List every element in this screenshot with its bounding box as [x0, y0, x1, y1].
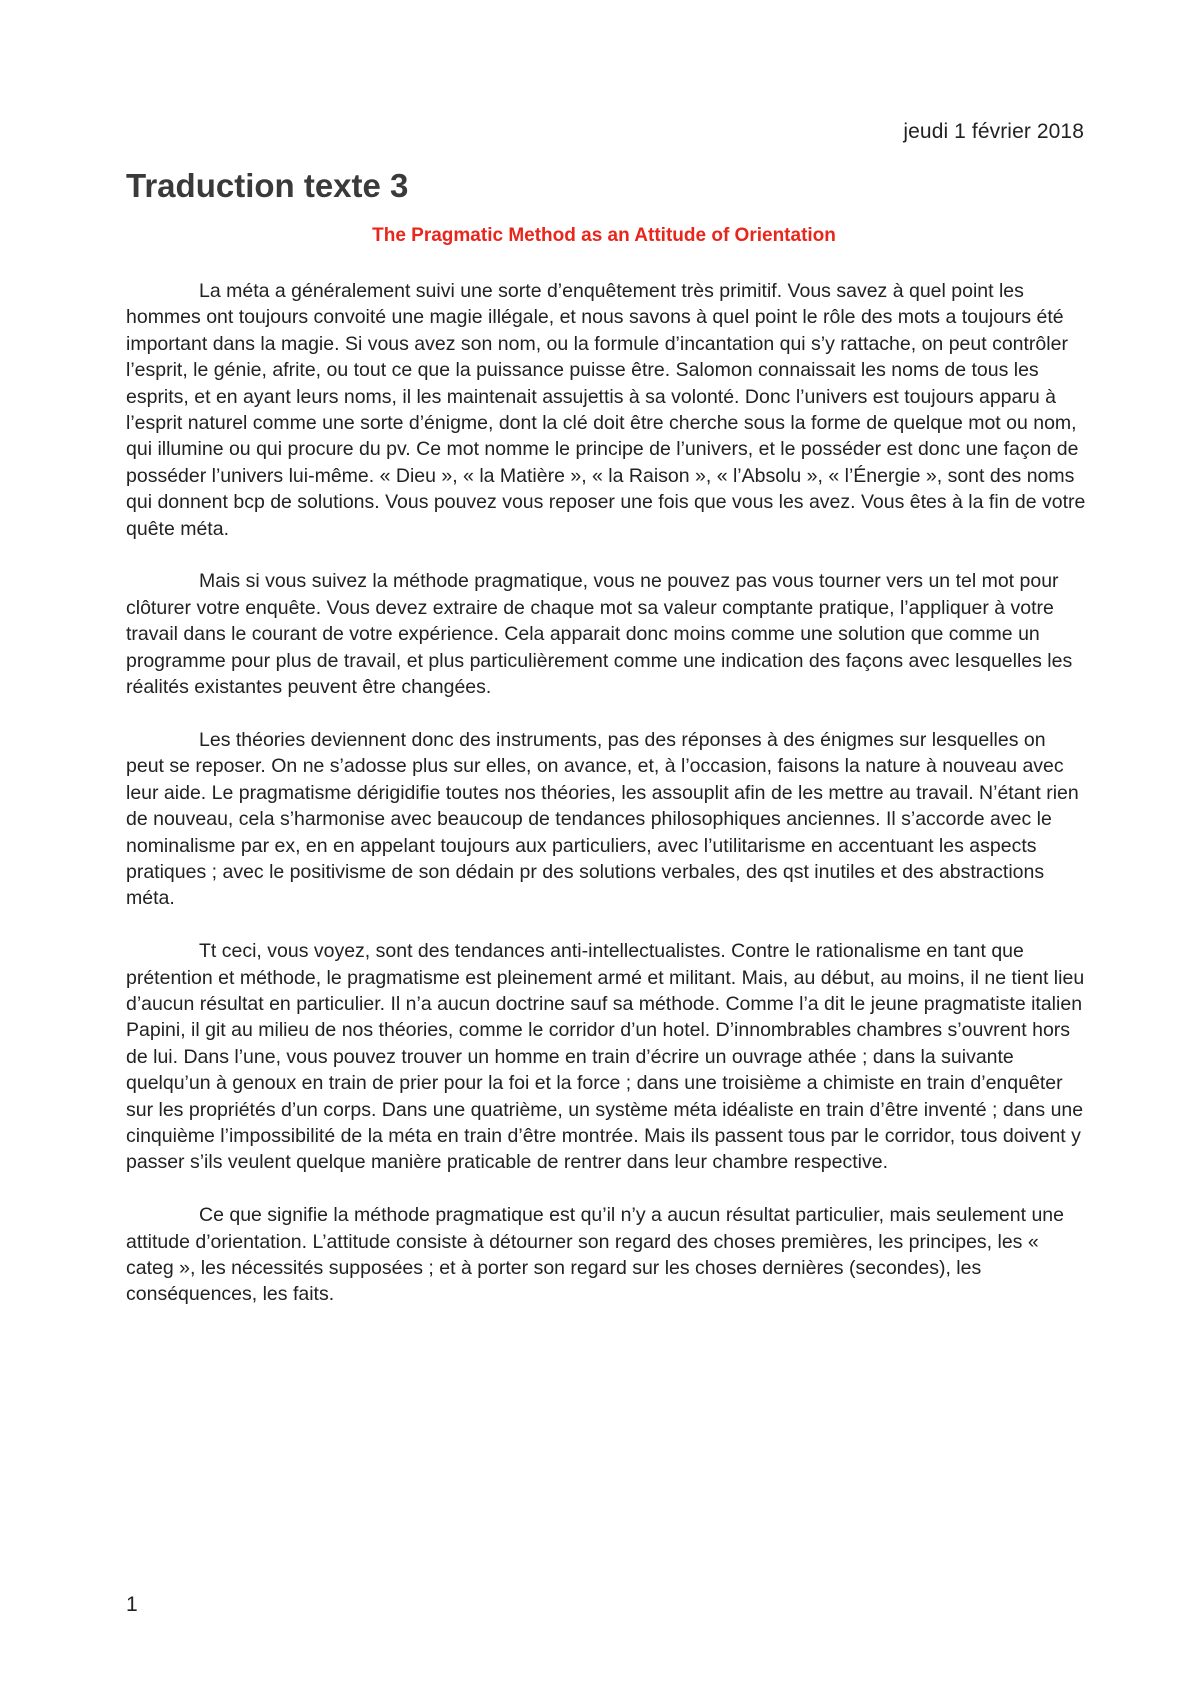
- document-date: jeudi 1 février 2018: [903, 120, 1084, 143]
- document-subtitle: The Pragmatic Method as an Attitude of Orientation: [372, 225, 836, 246]
- paragraph: Ce que signifie la méthode pragmatique est qu’il n’y a aucun résultat particulier, mais seulement une attitude d’orientation. L’attitude consiste à détourner son regard des choses premières, les principes, les « categ », les nécessités supposées ; et à porter son regard sur les choses dernières (secondes), les conséquences, les faits.: [126, 1204, 1064, 1306]
- page-number: 1: [126, 1593, 138, 1616]
- document-body: [126, 278, 1086, 1334]
- paragraph: Tt ceci, vous voyez, sont des tendances anti-intellectualistes. Contre le rationalisme en tant que prétention et méthode, le pragmatisme est pleinement armé et militant. Mais, au début, au moins, il ne tient lieu d’aucun résultat en particulier. Il n’a aucun doctrine sauf sa méthode. Comme l’a dit le jeune pragmatiste italien Papini, il git au milieu de nos théories, comme le corridor d’un hotel. D’innombrables chambres s’ouvrent hors de lui. Dans l’une, vous pouvez trouver un homme en train d’écrire un ouvrage athée ; dans la suivante quelqu’un à genoux en train de prier pour la foi et la force ; dans une troisième a chimiste en train d’enquêter sur les propriétés d’un corps. Dans une quatrième, un système méta idéaliste en train d’être inventé ; dans une cinquième l’impossibilité de la méta en train d’être montrée. Mais ils passent tous par le corridor, tous doivent y passer s’ils veulent quelque manière praticable de rentrer dans leur chambre respective.: [126, 940, 1085, 1174]
- paragraph: Les théories deviennent donc des instruments, pas des réponses à des énigmes sur lesquelles on peut se reposer. On ne s’adosse plus sur elles, on avance, et, à l’occasion, faisons la nature à nouveau avec leur aide. Le pragmatisme dérigidifie toutes nos théories, les assouplit afin de les mettre au travail. N’étant rien de nouveau, cela s’harmonise avec beaucoup de tendances philosophiques anciennes. Il s’accorde avec le nominalisme par ex, en en appelant toujours aux particuliers, avec l’utilitarisme en accentuant les aspects pratiques ; avec le positivisme de son dédain pr des solutions verbales, des qst inutiles et des abstractions méta.: [126, 728, 1079, 910]
- document-title: Traduction texte 3: [126, 167, 409, 204]
- paragraph: Mais si vous suivez la méthode pragmatique, vous ne pouvez pas vous tourner vers un tel mot pour clôturer votre enquête. Vous devez extraire de chaque mot sa valeur comptante pratique, l’appliquer à votre travail dans le courant de votre expérience. Cela apparait donc moins comme une solution que comme un programme pour plus de travail, et plus particulièrement comme une indication des façons avec lesquelles les réalités existantes peuvent être changées.: [126, 570, 1073, 699]
- paragraph: La méta a généralement suivi une sorte d’enquêtement très primitif. Vous savez à quel point les hommes ont toujours convoité une magie illégale, et nous savons à quel point le rôle des mots a toujours été important dans la magie. Si vous avez son nom, ou la formule d’incantation qui s’y rattache, on peut contrôler l’esprit, le génie, afrite, ou tout ce que la puissance puisse être. Salomon connaissait les noms de tous les esprits, et en ayant leurs noms, il les maintenait assujettis à sa volonté. Donc l’univers est toujours apparu à l’esprit naturel comme une sorte d’énigme, dont la clé doit être cherche sous la forme de quelque mot ou nom, qui illumine ou qui procure du pv. Ce mot nomme le principe de l’univers, et le posséder est donc une façon de posséder l’univers lui-même. « Dieu », « la Matière », « la Raison », « l’Absolu », « l’Énergie », sont des noms qui donnent bcp de solutions. Vous pouvez vous reposer une fois que vous les avez. Vous êtes à la fin de votre quête méta.: [126, 280, 1086, 540]
